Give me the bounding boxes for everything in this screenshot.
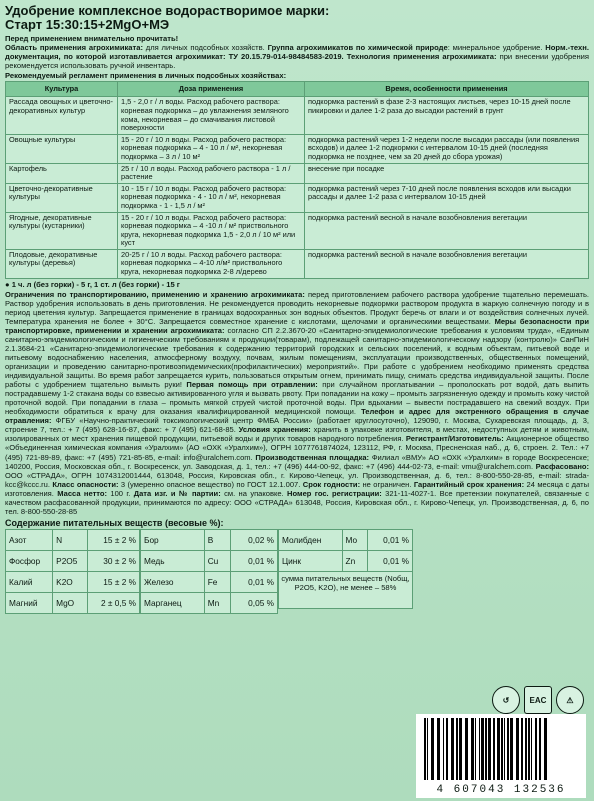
table-row <box>6 183 589 212</box>
area-label-2: Группа агрохимикатов по химической природе <box>267 43 448 53</box>
barcode-bar <box>544 718 547 780</box>
table-row <box>6 134 589 163</box>
barcode-bar <box>443 718 444 780</box>
nutrient-name: Медь <box>141 550 205 571</box>
barcode-bar <box>497 718 500 780</box>
nutrient-name: Фосфор <box>6 550 53 571</box>
warning-text: Перед применением внимательно прочитать! <box>5 34 179 43</box>
barcode-number: 4 607043 132536 <box>436 784 566 796</box>
nutrient-row <box>6 550 140 571</box>
nutrient-value: 0,01 % <box>231 550 278 571</box>
cell-dose: 20-25 г / 10 л воды. Расход рабочего раствора: корневая подкормка – 4-10 л/м² приствольного круга, некорневая подкормка 2-8 л/дерево <box>118 249 305 278</box>
barcode-bar <box>531 718 532 780</box>
hazard-mark-icon: ⚠ <box>556 686 584 714</box>
cell-timing: внесение при посадке <box>305 163 589 183</box>
cell-crop: Цветочно-декоративные культуры <box>6 183 118 212</box>
cell-dose: 25 г / 10 л воды. Расход рабочего раствора - 1 л / растение <box>118 163 305 183</box>
table-row <box>6 249 589 278</box>
nutrient-symbol: N <box>53 529 88 550</box>
nutrient-value: 0,02 % <box>231 529 278 550</box>
barcode-bar <box>471 718 474 780</box>
barcode-bar <box>528 718 530 780</box>
area-label-4: Технология применения агрохимиката: <box>346 52 497 62</box>
nutrient-value: 30 ± 2 % <box>88 550 140 571</box>
barcode-bar <box>475 718 476 780</box>
nutrient-symbol: Zn <box>342 550 367 571</box>
cell-crop: Картофель <box>6 163 118 183</box>
nutrient-value: 15 ± 2 % <box>88 571 140 592</box>
nutrient-symbol: Mn <box>204 592 230 613</box>
nutrient-row <box>141 592 278 613</box>
barcode <box>416 714 586 798</box>
barcode-bar <box>485 718 487 780</box>
nutrient-value: 15 ± 2 % <box>88 529 140 550</box>
nutrient-symbol: MgO <box>53 592 88 613</box>
barcode-bar <box>516 718 519 780</box>
barcode-bar <box>479 718 480 780</box>
cell-crop: Рассада овощных и цветочно-декоративных культур <box>6 97 118 134</box>
barcode-bar <box>535 718 537 780</box>
nutrient-name: Бор <box>141 529 205 550</box>
cell-crop: Ягодные, декоративные культуры (кустарники) <box>6 212 118 249</box>
nutrient-value: 0,01 % <box>367 550 412 571</box>
nutrient-value: 2 ± 0,5 % <box>88 592 140 613</box>
nutrient-symbol: K2O <box>53 571 88 592</box>
nutrient-name: Молибден <box>279 529 343 550</box>
eac-mark-icon: EAC <box>524 686 552 714</box>
nutrient-row <box>6 571 140 592</box>
instructions-text: Ограничения по транспортированию, применению и хранению агрохимиката: перед приготовлением рабочего раствора удобрение тщательно перемешать. Раствор удобрения использовать в день приготовления. Не рекомендуется проводить некорневые подкормки раствором продукта в жаркую солнечную погоду и в период цветения культур. Запрещается применение в границах водоохранных зон водных объектов. Продукт беречь от влаги и от воздействия солнечных лучей. Температура хранения не более + 30°С. Запрещается совместное хранение с кислотами, щелочами и органическими веществами. Меры безопасности при транспортировке, применении и хранении агрохимиката: согласно СП 2.2.3670-20 «Санитарно-эпидемиологические требования к условиям труда», «Единым санитарно-эпидемиологическим и гигиеническим требованиям к продукции(товарам), подлежащей санитарно-эпидемиологическому надзору (контролю)» СанПиН 2.1.3684-21 «Санитарно-эпидемиологические требования к содержанию территорий городских и сельских поселений, к водным объектам, питьевой воде и питьевому водоснабжению населения, атмосферному воздуху, почвам, жилым помещениям, эксплуатации производственных, общественных помещений, организации и проведению санитарно-противоэпидемических(профилактических) мероприятий». При работе с удобрением необходимо применять средства индивидуальной защиты. Во время работ запрещается курить, пользоваться открытым огнем, принимать пищу, снимать средства индивидуальной защиты. После работы с удобрением тщательно вымыть руки! Первая помощь при отравлении: при случайном проглатывании – прополоскать рот водой, дать выпить пострадавшему 1-2 стакана воды со взвесью активированного угля и вызвать рвоту. При попадании на кожу – промыть загрязненную одежду и промыть кожу чистой проточной водой. При попадании в глаза – промыть мягкой струей чистой проточной воды. При вдыхании – вывести пострадавшего на свежий воздух. При необходимости обратиться к врачу для оказания квалифицированной медицинской помощи. Телефон и адрес для экстренного обращения в случае отравления: ФГБУ «Научно-практический токсикологический центр ФМБА России» (работает круглосуточно), 129090, г. Москва, Сухаревская площадь, д. 3, строение 7, тел.: + 7 (495) 628-16-87, факс: + 7 (495) 621-68-85. Условия хранения: хранить в упаковке изготовителя, в местах, недоступных детям и животным, изолированных от мест хранения пищевой продукции, питьевой воды и других товаров народного потребления. Регистрант/Изготовитель: Акционерное общество «Объединенная химическая компания «Уралхим» (АО «ОХК «Уралхим»), ОГРН 1077761874024, 123112, РФ, г. Москва, Пресненская наб., д. 6, строен. 2. Тел.: +7 (495) 721-89-89, факс: +7 (495) 721-85-85, e-mail: info@uralchem.com. Производственная площадка: Филиал «ВМУ» АО «ОХК «Уралхим» в городе Воскресенске; 140200, Россия, Московская обл., г. Воскресенск, ул. Заводская, д. 1, тел.: +7 (496) 444-00-92, факс: +7 (496) 444-02-73, e-mail: vmu@uralchem.com. Расфасовано: ООО «СТРАДА», ОГРН 1074312001444, 613048, Россия, Кировская обл., г. Кирово-Чепецк, ул. Производственная, д. 6, тел.: 8-800-550-28-85, e-mail: strada-kcc@kccc.ru. Класс опасности: 3 (умеренно опасное вещество) по ГОСТ 12.1.007. Срок годности: не ограничен. Гарантийный срок хранения: 24 месяца с даты изготовления. Масса нетто: 100 г. Дата изг. и № партии: см. на упаковке. Номер гос. регистрации: 321-11-4027-1. Все претензии покупателей, связанные с качеством расфасованной продукции, принимаются по адресу: ООО «СТРАДА» 613048, Россия, Кировская обл., г. Кирово-Чепецк, ул. Производственная, д. 6, по тел. 8-800-550-28-85 <box>5 289 590 516</box>
nutrients-heading: Содержание питательных веществ (весовые %): <box>5 517 224 528</box>
barcode-bar <box>510 718 513 780</box>
barcode-bar <box>504 718 505 780</box>
nutrient-value: 0,05 % <box>231 592 278 613</box>
nutrient-name: Магний <box>6 592 53 613</box>
barcode-bar <box>493 718 495 780</box>
barcode-bar <box>507 718 509 780</box>
product-title-line1: Удобрение комплексное водорастворимое марки: <box>5 3 330 18</box>
nutrients-sum: сумма питательных веществ (Nобщ, P2O5, K2O), не менее – 58% <box>278 571 413 609</box>
nutrient-row <box>141 571 278 592</box>
col-header-crop: Культура <box>6 82 118 97</box>
nutrients-micro-table-2 <box>278 529 413 572</box>
area-value-1: для личных подсобных хозяйств. <box>143 43 268 53</box>
cell-timing: подкормка растений через 1-2 недели после высадки рассады (или появления всходов) и далее 1-2 подкормки с интервалом 10-15 дней (последняя подкормка не позднее, чем за 20 дней до сбора урожая) <box>305 134 589 163</box>
nutrient-row <box>141 550 278 571</box>
nutrient-row <box>6 592 140 613</box>
barcode-bar <box>427 718 428 780</box>
barcode-bar <box>481 718 484 780</box>
nutrients-right <box>278 529 413 614</box>
barcode-bar <box>539 718 541 780</box>
barcode-bar <box>488 718 491 780</box>
area-value-4: при внесении удобрения рекомендуется использовать ручной инвентарь. <box>5 52 589 71</box>
nutrient-value: 0,01 % <box>367 529 412 550</box>
regulation-heading: Рекомендуемый регламент применения в личных подсобных хозяйствах: <box>5 71 287 81</box>
cell-timing: подкормка растений весной в начале возобновления вегетации <box>305 249 589 278</box>
regulation-table <box>5 81 589 278</box>
nutrients-tables <box>5 529 589 614</box>
cell-timing: подкормка растений весной в начале возобновления вегетации <box>305 212 589 249</box>
col-header-dose: Доза применения <box>118 82 305 97</box>
cell-crop: Овощные культуры <box>6 134 118 163</box>
cell-dose: 1,5 - 2,0 г / л воды. Расход рабочего раствора: корневая подкормка – до увлажнения земляного кома, некорневая – до смачивания листовой поверхности <box>118 97 305 134</box>
area-value-2: : минеральное удобрение. <box>447 43 546 53</box>
cell-dose: 10 - 15 г / 10 л воды. Расход рабочего раствора: корневая подкормка - 4 - 10 л / м², некорневая подкормка - 1 - 1,5 л / м² <box>118 183 305 212</box>
nutrient-row <box>279 529 413 550</box>
nutrient-name: Железо <box>141 571 205 592</box>
barcode-bar <box>521 718 523 780</box>
certification-logos <box>492 686 584 714</box>
barcode-bar <box>424 718 426 780</box>
spoon-measure: ● 1 ч. л (без горки) - 5 г, 1 ст. л (без горки) - 15 г <box>5 279 180 289</box>
barcode-bar <box>446 718 448 780</box>
nutrients-main-table <box>5 529 140 614</box>
nutrient-row <box>6 529 140 550</box>
nutrient-symbol: Mo <box>342 529 367 550</box>
cell-crop: Плодовые, декоративные культуры (деревья) <box>6 249 118 278</box>
nutrient-value: 0,01 % <box>231 571 278 592</box>
product-title-line2: Старт 15:30:15+2MgO+МЭ <box>5 17 170 32</box>
barcode-bar <box>525 718 527 780</box>
recycling-mark-icon: ↺ <box>492 686 520 714</box>
nutrients-micro-table <box>140 529 278 614</box>
nutrient-symbol: Cu <box>204 550 230 571</box>
table-row <box>6 97 589 134</box>
table-row <box>6 163 589 183</box>
barcode-bars-icon <box>424 718 578 780</box>
nutrient-name: Марганец <box>141 592 205 613</box>
nutrient-name: Азот <box>6 529 53 550</box>
barcode-bar <box>431 718 434 780</box>
area-label-3: Норм.-техн. документация, по которой изготавливается агрохимикат: <box>5 43 589 62</box>
nutrient-symbol: B <box>204 529 230 550</box>
area-value-3: ТУ 20.15.79-014-98484583-2019. <box>225 52 347 62</box>
nutrient-row <box>141 529 278 550</box>
nutrient-row <box>279 550 413 571</box>
nutrient-symbol: Fe <box>204 571 230 592</box>
cell-timing: подкормка растений в фазе 2-3 настоящих листьев, через 10-15 дней после пикировки и далее 1-2 раза до высадки растений в грунт <box>305 97 589 134</box>
barcode-bar <box>456 718 458 780</box>
nutrient-symbol: P2O5 <box>53 550 88 571</box>
barcode-bar <box>465 718 468 780</box>
barcode-bar <box>437 718 440 780</box>
col-header-timing: Время, особенности применения <box>305 82 589 97</box>
nutrient-name: Калий <box>6 571 53 592</box>
barcode-bar <box>451 718 454 780</box>
cell-dose: 15 - 20 г / 10 л воды. Расход рабочего раствора: корневая подкормка – 4 -10 л / м² приствольного круга, некорневая подкормка 1,5 - 2,0 л / 10 м² или куст <box>118 212 305 249</box>
barcode-bar <box>501 718 503 780</box>
application-area <box>5 43 589 70</box>
table-row <box>6 212 589 249</box>
cell-dose: 15 - 20 г / 10 л воды. Расход рабочего раствора: корневая подкормка – 4 - 10 л / м², некорневая подкормка – 3 л / 10 м² <box>118 134 305 163</box>
area-label-1: Область применения агрохимиката: <box>5 43 143 53</box>
cell-timing: подкормка растений через 7-10 дней после появления всходов или высадки рассады и далее 1-2 раза с интервалом 10-15 дней <box>305 183 589 212</box>
nutrient-name: Цинк <box>279 550 343 571</box>
barcode-bar <box>459 718 462 780</box>
